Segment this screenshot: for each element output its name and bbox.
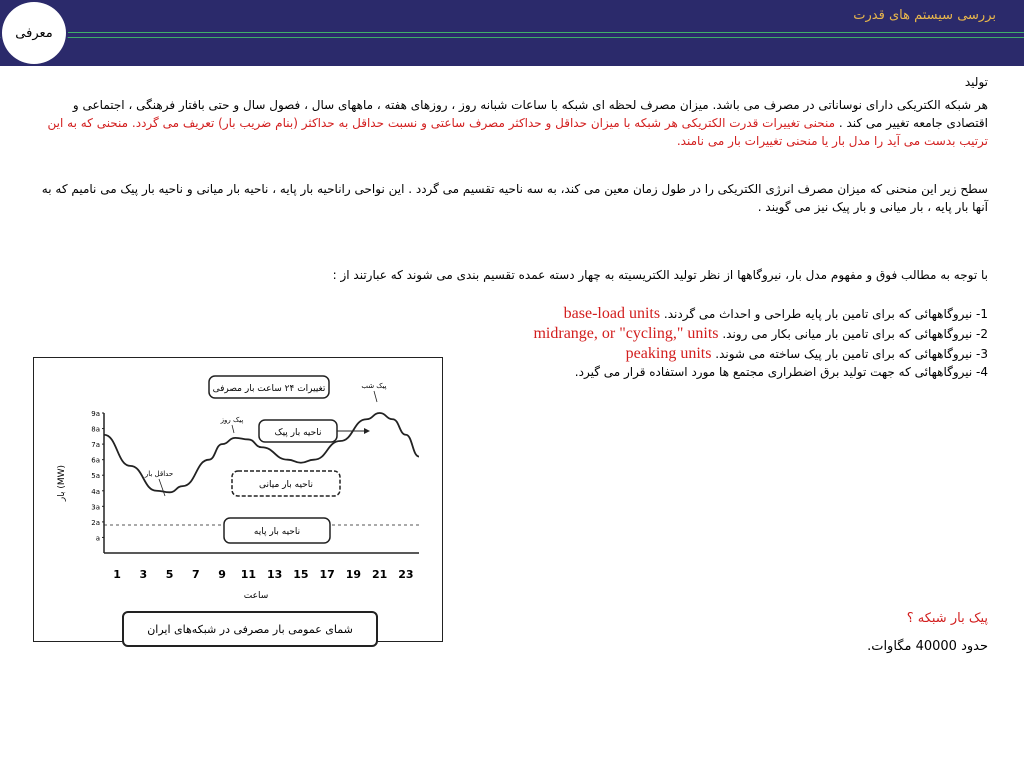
x-tick-label: 13 (266, 568, 283, 581)
paragraph-1 (38, 96, 988, 150)
section-badge: معرفی (0, 0, 68, 66)
list-item (533, 325, 988, 343)
y-tick-label: 6a (91, 456, 100, 465)
y-axis-label: بار (MW) (57, 464, 67, 502)
list-item-text: 4- نیروگاههائی که جهت تولید برق اضطراری مجتمع ها مورد استفاده قرار می گیرد. (574, 365, 988, 379)
x-tick-label: 1 (113, 568, 121, 581)
section-title: تولید (964, 75, 988, 89)
x-tick-label: 23 (398, 568, 414, 581)
question-text: پیک بار شبکه ؟ (906, 611, 988, 626)
y-tick-label: 5a (91, 472, 100, 481)
y-tick-label: 3a (91, 503, 100, 512)
x-tick-label: 17 (319, 568, 335, 581)
answer-text: حدود 40000 مگاوات. (867, 639, 988, 654)
min-load-pointer (159, 479, 165, 496)
list-item-text: 3- نیروگاههائی که برای تامین بار پیک ساخته می شوند. (715, 347, 988, 361)
list-item (626, 345, 988, 363)
x-tick-label: 5 (165, 568, 174, 581)
x-tick-label: 15 (293, 568, 309, 581)
paragraph-3: با توجه به مطالب فوق و مفهوم مدل بار، نیروگاهها از نظر تولید الکتریسیته به چهار دسته عمده تقسیم بندی می شوند که عبارتند از : (332, 268, 988, 282)
list-item (564, 305, 988, 323)
figure-caption: شمای عمومی بار مصرفی در شبکه‌های ایران (122, 611, 378, 647)
paragraph-1-highlight: منحنی تغییرات قدرت الکتریکی هر شبکه با میزان حداقل و حداکثر مصرف ساعتی و نسبت حداقل به حداکثر (بنام ضریب بار) تعریف می گردد. منحنی که به این ترتیب بدست می آید را مدل بار یا منحنی تغییرات بار می نامند. (47, 116, 988, 148)
x-axis-label: ساعت (243, 591, 269, 601)
base-region-text: ناحیه بار پایه (253, 527, 301, 537)
y-tick-label: a (95, 534, 100, 543)
header-divider (0, 32, 1024, 33)
day-peak-label: پیک روز (220, 416, 244, 424)
header-bar (0, 0, 1024, 66)
x-tick-label: 11 (240, 568, 257, 581)
y-tick-label: 2a (91, 518, 100, 527)
night-peak-label: پیک شب (361, 382, 387, 390)
day-peak-pointer (232, 425, 234, 433)
list-item (575, 365, 988, 379)
y-tick-label: 9a (91, 410, 100, 418)
load-curve-chart (34, 358, 441, 640)
x-tick-label: 7 (192, 568, 200, 581)
list-item-english: base-load units (563, 305, 661, 322)
y-tick-label: 7a (91, 441, 100, 450)
paragraph-2: سطح زیر این منحنی که میزان مصرف انرژی الکتریکی را در طول زمان معین می کند، به سه ناحیه تقسیم می گردد . این نواحی راناحیه بار پایه ، ناحیه بار میانی و ناحیه بار پیک می نامیم که به آنها بار پایه ، بار میانی و بار پیک نیز می گویند . (41, 182, 988, 214)
min-load-label: حداقل بار (144, 470, 174, 478)
load-curve-figure (33, 357, 443, 642)
list-item-english: midrange, or "cycling," units (533, 325, 719, 342)
x-tick-label: 21 (371, 568, 388, 581)
paragraph-1-text: هر شبکه الکتریکی دارای نوساناتی در مصرف می باشد. میزان مصرف لحظه ای شبکه با ساعات شبانه روز ، روزهای هفته ، ماههای سال ، فصول سال و حتی بافتار فرهنگی ، اجتماعی و اقتصادی جامعه تغییر می کند . (72, 98, 988, 130)
mid-region-text: ناحیه بار میانی (259, 480, 313, 490)
x-tick-label: 3 (139, 568, 148, 581)
list-item-text: 1- نیروگاههائی که برای تامین بار پایه طراحی و احداث می گردند. (663, 307, 988, 321)
x-tick-label: 9 (218, 568, 226, 581)
y-tick-label: 8a (91, 425, 100, 434)
header-title: بررسی سیستم های قدرت (853, 8, 996, 23)
peak-region-text: ناحیه بار پیک (274, 428, 322, 438)
y-tick-label: 4a (91, 487, 100, 496)
night-peak-pointer (374, 391, 377, 402)
list-item-english: peaking units (625, 345, 712, 362)
list-item-text: 2- نیروگاههائی که برای تامین بار میانی بکار می روند. (722, 327, 988, 341)
peak-arrow-head (364, 428, 370, 434)
x-tick-label: 19 (345, 568, 362, 581)
header-divider (0, 37, 1024, 38)
top-title-text: تغییرات ۲۴ ساعت بار مصرفی (212, 384, 326, 394)
